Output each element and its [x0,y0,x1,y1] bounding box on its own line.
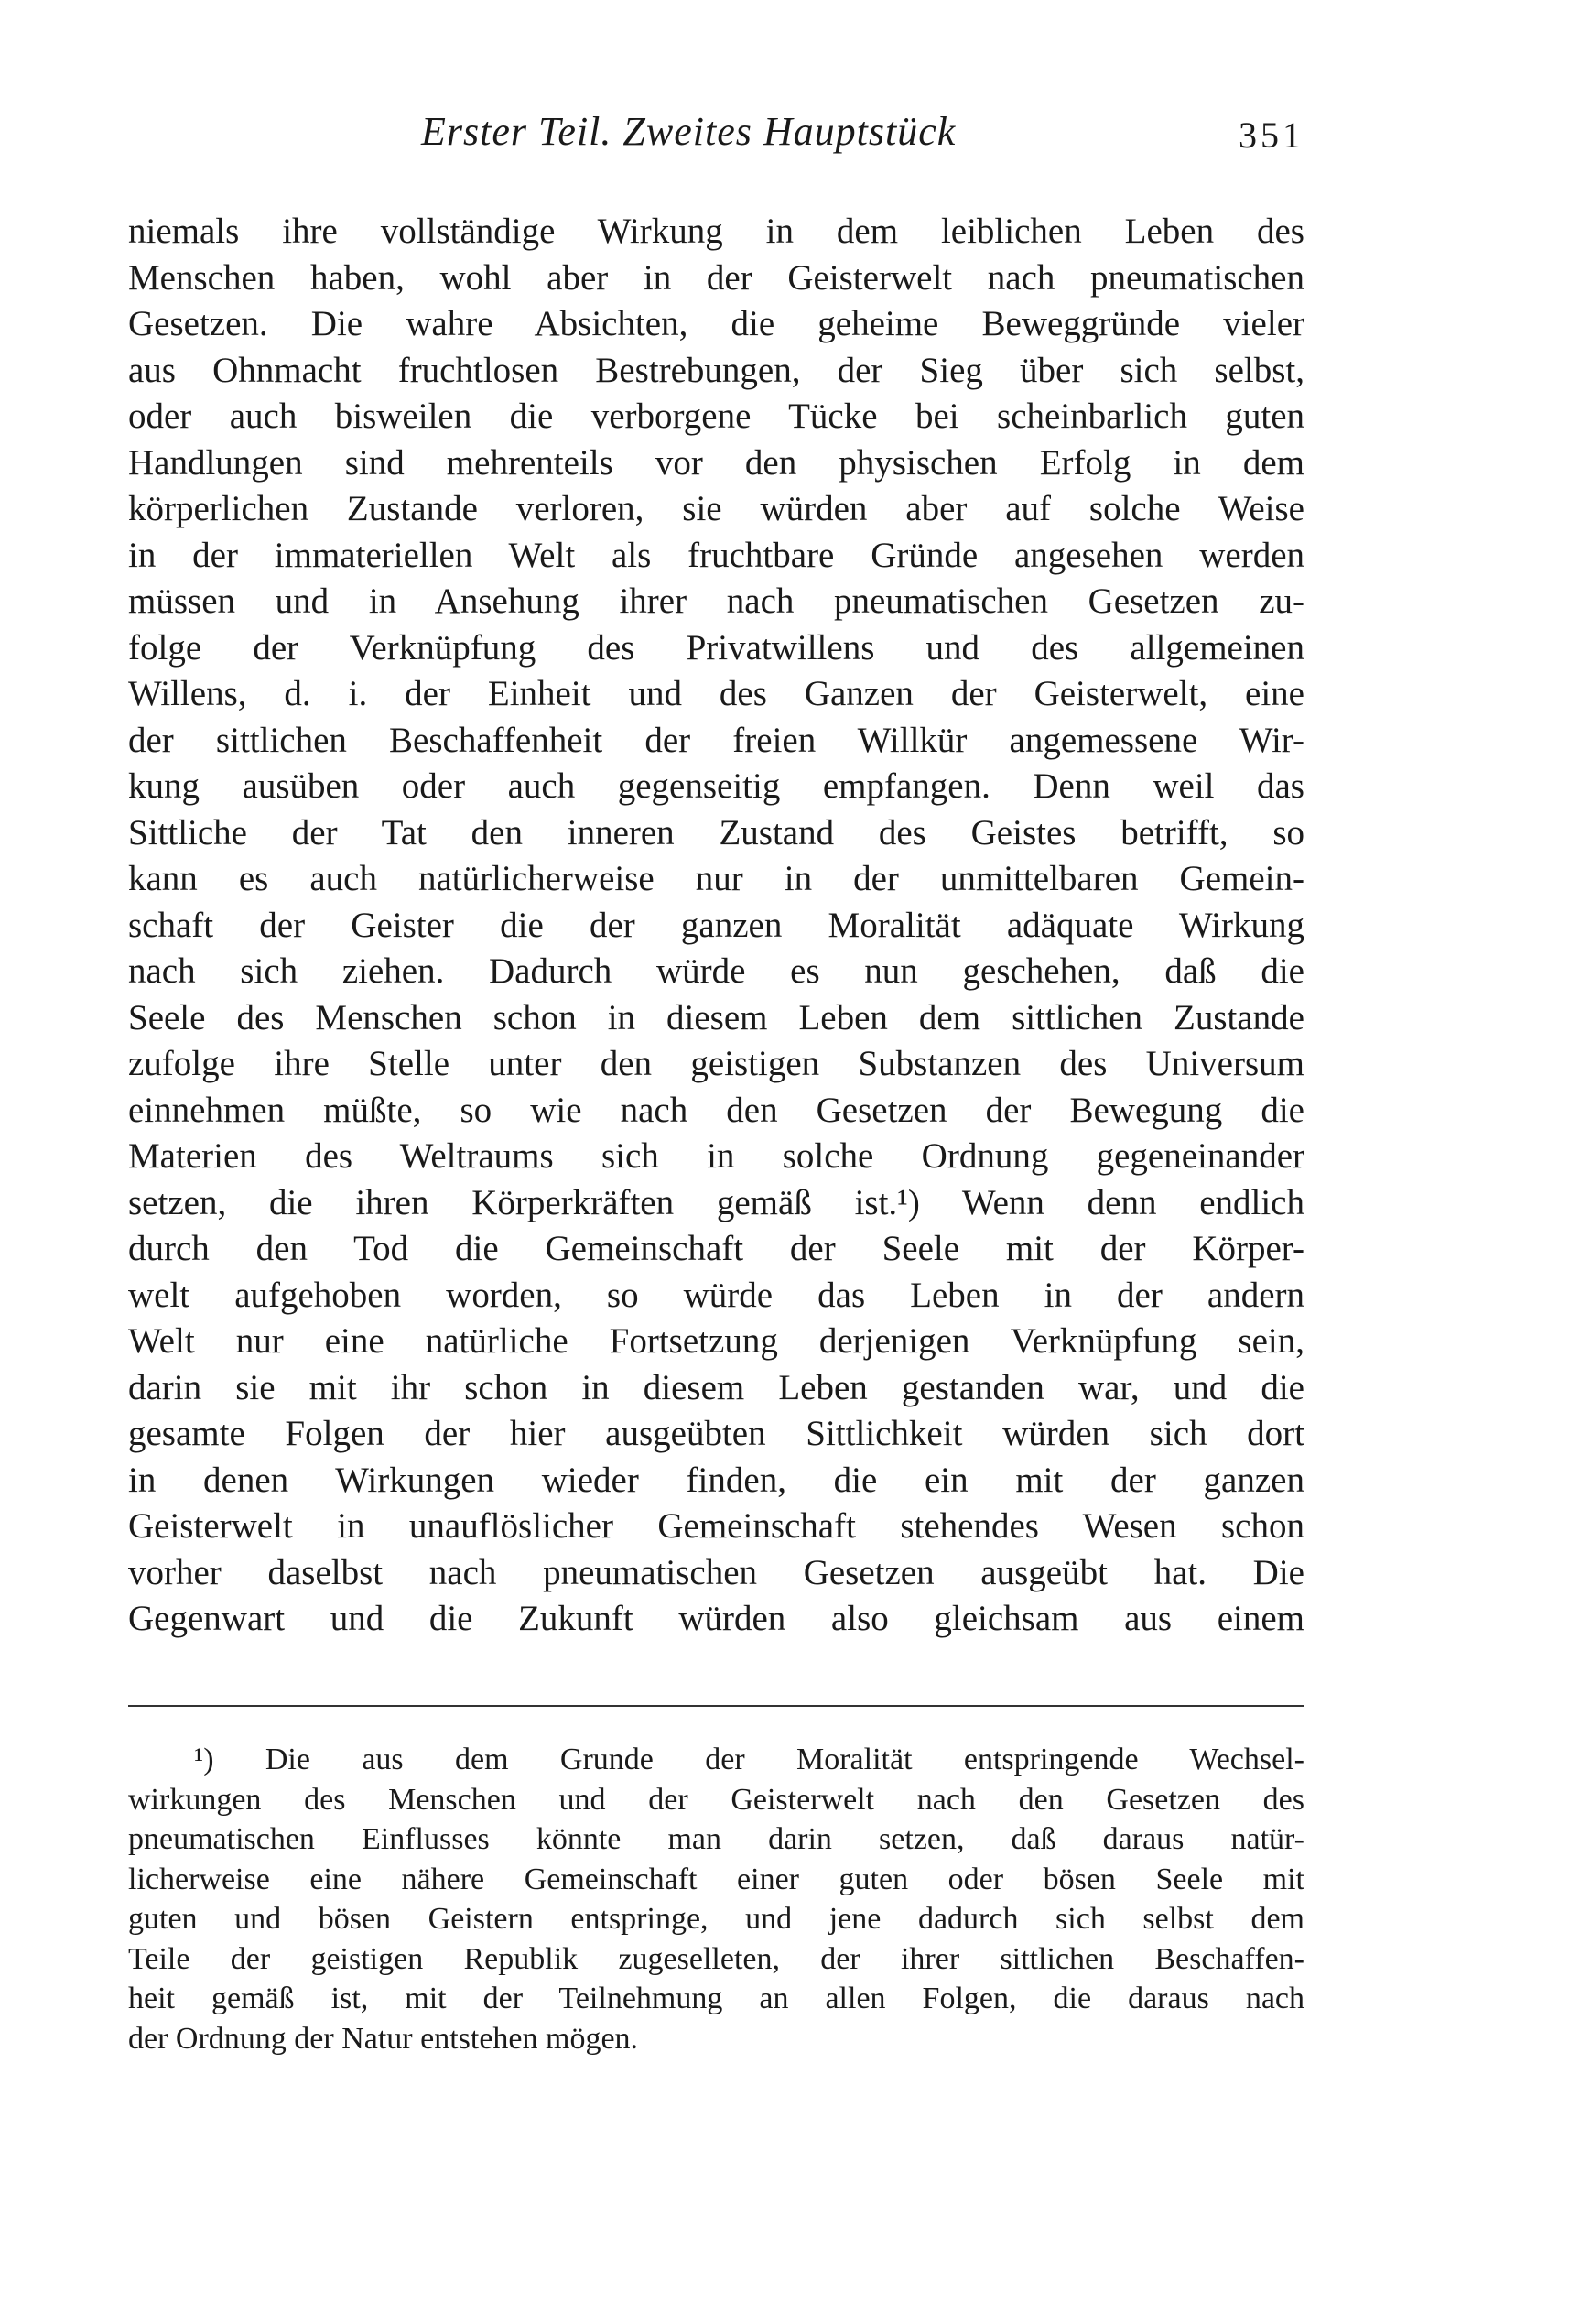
footnote-line: heit gemäß ist, mit der Teilnehmung an allen Folgen, die daraus nach [128,1982,1304,2015]
footnote-line: licherweise eine nähere Gemeinschaft einer guten oder bösen Seele mit [128,1862,1304,1896]
footnote-line: ¹) Die aus dem Grunde der Moralität entspringende Wechsel- [194,1743,1304,1776]
text-line: darin sie mit ihr schon in diesem Leben gestanden war, und die [128,1367,1304,1407]
text-line: vorher daselbst nach pneumatischen Gesetzen ausgeübt hat. Die [128,1552,1304,1592]
text-line: folge der Verknüpfung des Privatwillens und des allgemeinen [128,627,1304,668]
text-line: in denen Wirkungen wieder finden, die ein mit der ganzen [128,1460,1304,1500]
running-head: Erster Teil. Zweites Hauptstück [421,109,957,154]
text-line: aus Ohnmacht fruchtlosen Bestrebungen, der Sieg über sich selbst, [128,350,1304,390]
text-line: gesamte Folgen der hier ausgeübten Sittlichkeit würden sich dort [128,1414,1304,1453]
text-line: müssen und in Ansehung ihrer nach pneumatischen Gesetzen zu- [128,581,1304,621]
text-line: Gesetzen. Die wahre Absichten, die geheime Beweggründe vieler [128,304,1304,343]
text-line: der sittlichen Beschaffenheit der freien Willkür angemessene Wir- [128,720,1304,760]
footnote-line: guten und bösen Geistern entspringe, und jene dadurch sich selbst dem [128,1902,1304,1936]
text-line: welt aufgehoben worden, so würde das Leben in der andern [128,1275,1304,1315]
text-line: Materien des Weltraums sich in solche Ordnung gegeneinander [128,1136,1304,1176]
text-line: Handlungen sind mehrenteils vor den physischen Erfolg in dem [128,442,1304,483]
footnote-line: der Ordnung der Natur entstehen mögen. [128,2021,639,2056]
text-line: Gegenwart und die Zukunft würden also gleichsam aus einem [128,1599,1304,1638]
text-line: niemals ihre vollständige Wirkung in dem leiblichen Leben des [128,212,1304,251]
text-line: durch den Tod die Gemeinschaft der Seele mit der Körper- [128,1229,1304,1268]
footnote-line: pneumatischen Einflusses könnte man darin setzen, daß daraus natür- [128,1822,1304,1856]
footnote [128,1740,1304,2058]
footnote-line: wirkungen des Menschen und der Geisterwelt nach den Gesetzen des [128,1782,1304,1817]
text-line: Willens, d. i. der Einheit und des Ganzen der Geisterwelt, eine [128,674,1304,713]
text-line: in der immateriellen Welt als fruchtbare Gründe angesehen werden [128,535,1304,575]
page-header [128,108,1304,163]
text-line: körperlichen Zustande verloren, sie würden aber auf solche Weise [128,489,1304,528]
text-line: oder auch bisweilen die verborgene Tücke bei scheinbarlich guten [128,396,1304,436]
text-line: nach sich ziehen. Dadurch würde es nun geschehen, daß die [128,951,1304,991]
text-line: kung ausüben oder auch gegenseitig empfangen. Denn weil das [128,766,1304,806]
text-line: setzen, die ihren Körperkräften gemäß ist.¹) Wenn denn endlich [128,1182,1304,1222]
text-line: Welt nur eine natürliche Fortsetzung derjenigen Verknüpfung sein, [128,1321,1304,1361]
text-line: Seele des Menschen schon in diesem Leben dem sittlichen Zustande [128,997,1304,1037]
main-text [128,209,1304,1643]
text-line: kann es auch natürlicherweise nur in der unmittelbaren Gemein- [128,859,1304,898]
text-line: schaft der Geister die der ganzen Moralität adäquate Wirkung [128,905,1304,945]
text-line: Sittliche der Tat den inneren Zustand des Geistes betrifft, so [128,812,1304,852]
text-line: zufolge ihre Stelle unter den geistigen Substanzen des Universum [128,1044,1304,1083]
footnote-line: Teile der geistigen Republik zugeselleten, der ihrer sittlichen Beschaffen- [128,1941,1304,1976]
text-line: Geisterwelt in unauflöslicher Gemeinschaft stehendes Wesen schon [128,1506,1304,1546]
text-line: Menschen haben, wohl aber in der Geisterwelt nach pneumatischen [128,257,1304,298]
footnote-rule [128,1705,1304,1707]
text-line: einnehmen müßte, so wie nach den Gesetzen der Bewegung die [128,1090,1304,1130]
page-number: 351 [1239,114,1304,156]
